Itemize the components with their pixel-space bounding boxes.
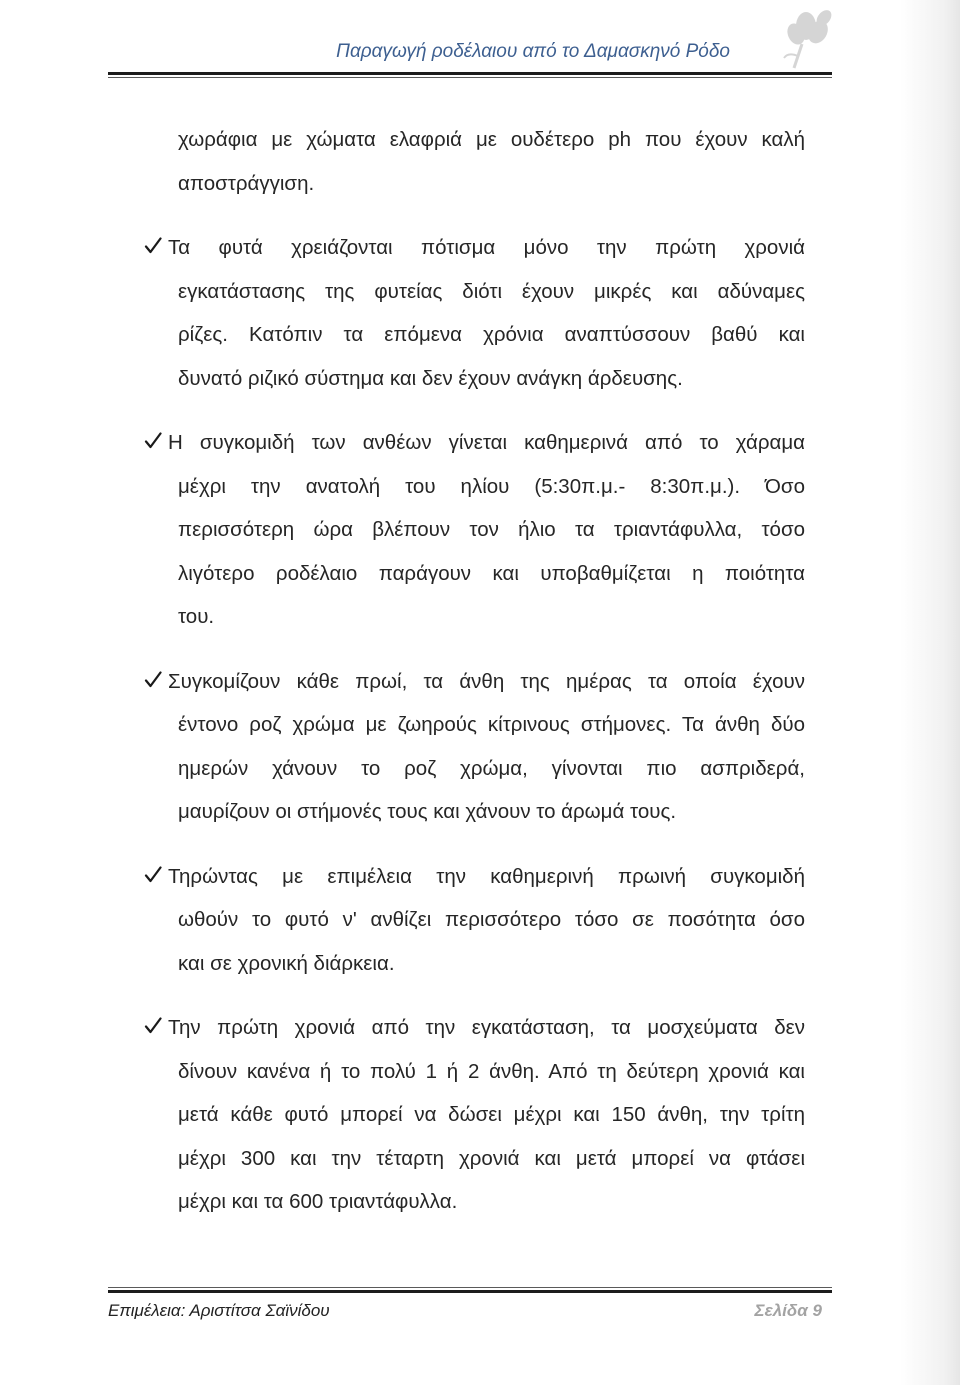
text-line: μαυρίζουν οι στήμονές τους και χάνουν το άρωμά τους. [178, 800, 677, 823]
text-line: του. [178, 605, 215, 628]
text-line: χωράφια με χώματα ελαφριά με ουδέτερο ph που έχουν καλή [178, 128, 805, 151]
text-line: έντονο ροζ χρώμα με ζωηρούς κίτρινους στήμονες. Τα άνθη δύο [178, 713, 805, 736]
bullet-paragraph [168, 226, 805, 400]
text-line: δίνουν κανένα ή το πολύ 1 ή 2 άνθη. Από τη δεύτερη χρονιά και [178, 1059, 805, 1083]
text-line: ρίζες. Κατόπιν τα επόμενα χρόνια αναπτύσσουν βαθύ και [178, 323, 805, 346]
text-line: αποστράγγιση. [178, 171, 315, 195]
bullet-paragraph [168, 855, 805, 986]
text-line: λιγότερο ροδέλαιο παράγουν και υποβαθμίζεται η ποιότητα [178, 561, 805, 585]
text-line: Η συγκομιδή των ανθέων γίνεται καθημερινά από το χάραμα [168, 431, 805, 454]
text-line: εγκατάστασης της φυτείας διότι έχουν μικρές και αδύναμες [178, 279, 805, 303]
header-rule-thin [108, 77, 832, 78]
text-line: μέχρι 300 και την τέταρτη χρονιά και μετά μπορεί να φτάσει [178, 1146, 805, 1170]
text-line: Συγκομίζουν κάθε πρωί, τα άνθη της ημέρας τα οποία έχουν [168, 669, 805, 693]
header-rule [108, 72, 832, 75]
running-header-title: Παραγωγή ροδέλαιου από το Δαμασκηνό Ρόδο [336, 41, 730, 62]
footer-rule-thin [108, 1287, 832, 1288]
paragraph [178, 118, 805, 205]
text-line: Τα φυτά χρειάζονται πότισμα μόνο την πρώτη χρονιά [168, 236, 805, 259]
text-line: ωθούν το φυτό ν' ανθίζει περισσότερο τόσο σε ποσότητα όσο [178, 908, 805, 931]
checkmark-icon [144, 237, 162, 254]
rose-watermark-icon [772, 4, 842, 70]
page-number: Σελίδα 9 [754, 1301, 822, 1320]
bullet-paragraph [168, 660, 805, 834]
footer-author: Επιμέλεια: Αριστίτσα Σαϊνίδου [108, 1301, 330, 1320]
checkmark-icon [144, 432, 162, 449]
text-line: Την πρώτη χρονιά από την εγκατάσταση, τα μοσχεύματα δεν [168, 1016, 805, 1039]
text-line: μέχρι και τα 600 τριαντάφυλλα. [178, 1190, 458, 1213]
text-line: ημερών χάνουν το ροζ χρώμα, γίνονται πιο ασπριδερά, [178, 756, 805, 780]
text-line: μέχρι την ανατολή του ηλίου (5:30π.μ.- 8:30π.μ.). Όσο [178, 474, 805, 498]
text-line: δυνατό ριζικό σύστημα και δεν έχουν ανάγκη άρδευσης. [178, 366, 683, 390]
text-line: μετά κάθε φυτό μπορεί να δώσει μέχρι και 150 άνθη, την τρίτη [178, 1103, 805, 1126]
checkmark-icon [144, 671, 162, 688]
document-body [168, 118, 805, 1245]
bullet-paragraph [168, 421, 805, 639]
checkmark-icon [144, 866, 162, 883]
text-line: περισσότερη ώρα βλέπουν τον ήλιο τα τριαντάφυλλα, τόσο [178, 518, 805, 541]
bullet-paragraph [168, 1006, 805, 1224]
text-line: Τηρώντας με επιμέλεια την καθημερινή πρωινή συγκομιδή [168, 864, 805, 888]
text-line: και σε χρονική διάρκεια. [178, 951, 395, 975]
footer-rule [108, 1290, 832, 1293]
checkmark-icon [144, 1017, 162, 1034]
